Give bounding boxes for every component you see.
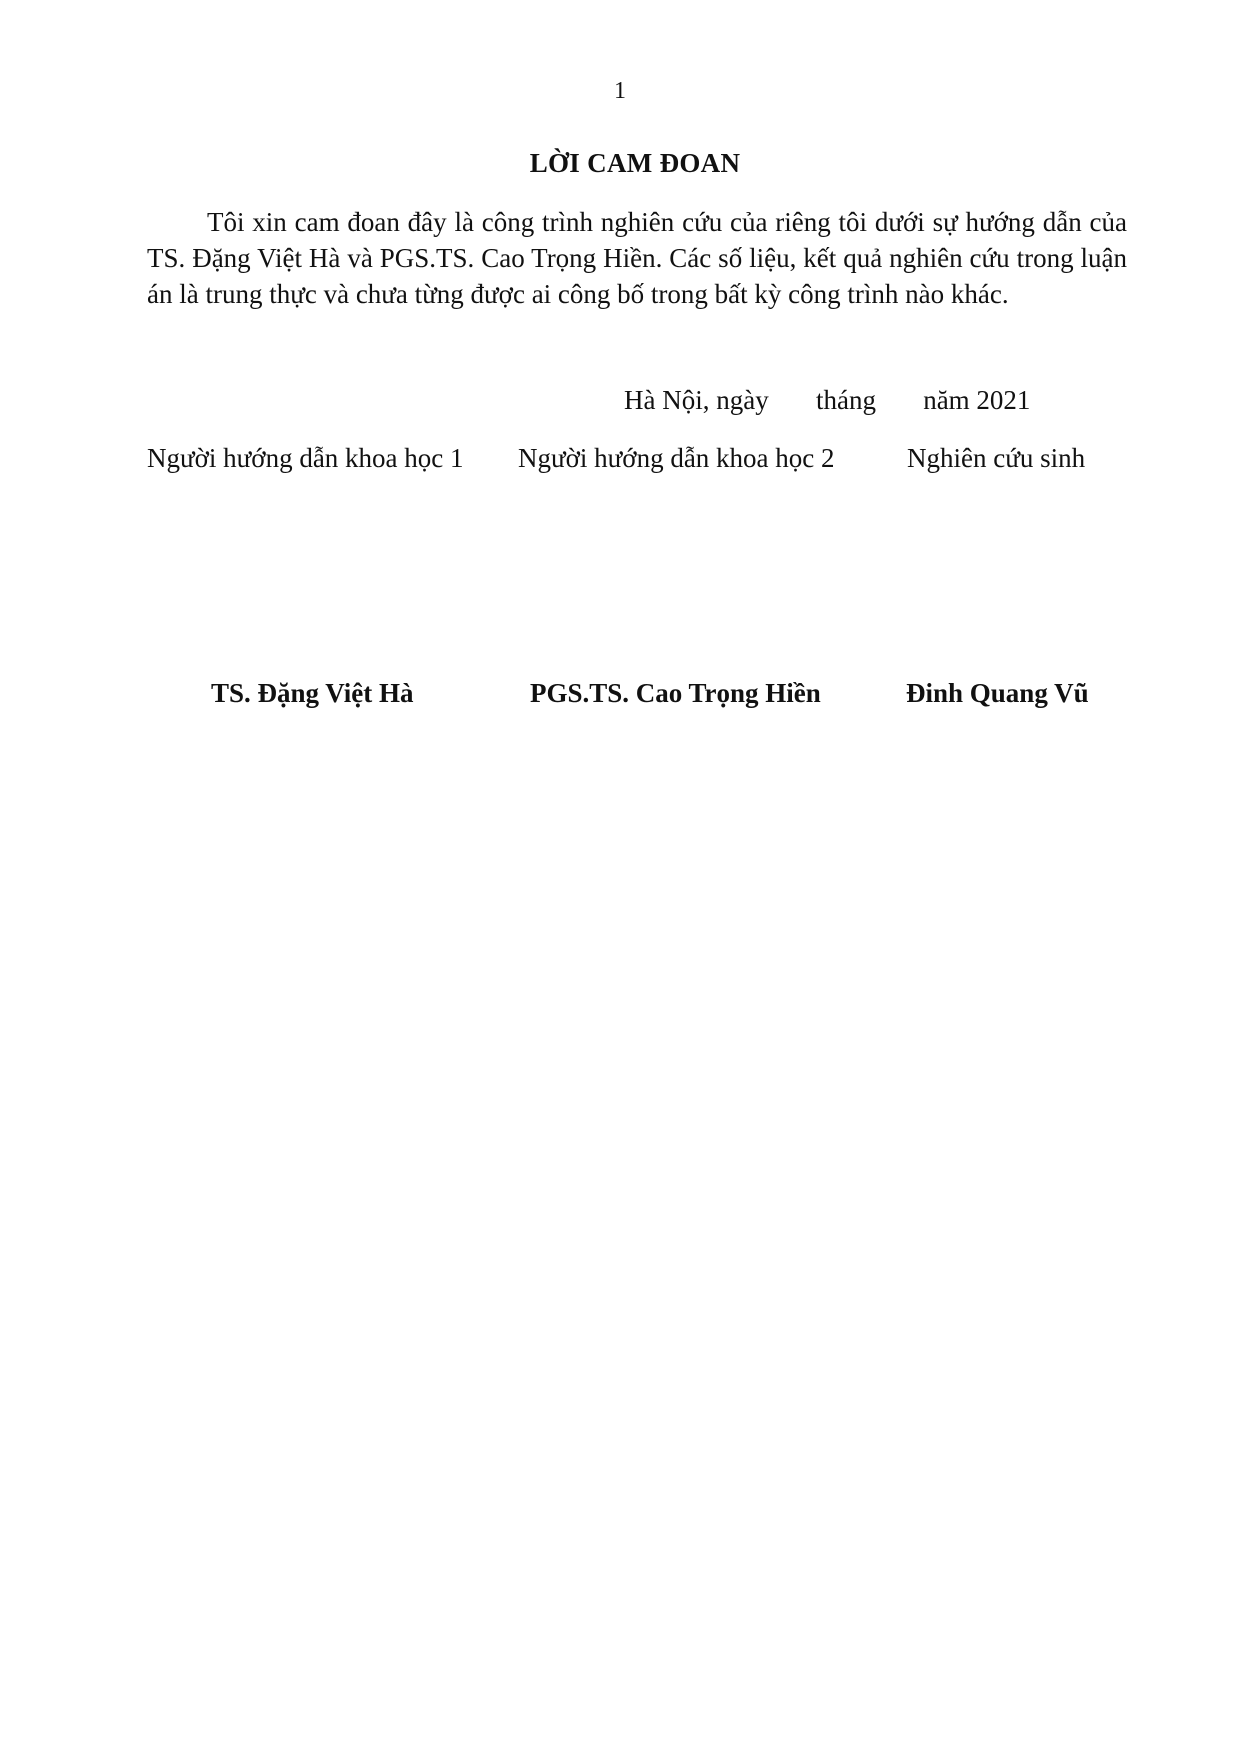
- role-advisor-1: Người hướng dẫn khoa học 1: [147, 443, 464, 473]
- signer-name-phd-candidate: Đinh Quang Vũ: [906, 678, 1089, 708]
- role-advisor-2: Người hướng dẫn khoa học 2: [518, 443, 835, 473]
- signer-name-advisor-2: PGS.TS. Cao Trọng Hiền: [530, 678, 821, 708]
- page-number: 1: [614, 78, 626, 104]
- date-line: Hà Nội, ngày tháng năm 2021: [624, 385, 1031, 415]
- page-title: LỜI CAM ĐOAN: [529, 148, 741, 178]
- role-phd-candidate: Nghiên cứu sinh: [907, 443, 1086, 473]
- declaration-paragraph: Tôi xin cam đoan đây là công trình nghiên cứu của riêng tôi dưới sự hướng dẫn của TS. Đặng Việt Hà và PGS.TS. Cao Trọng Hiền. Các số liệu, kết quả nghiên cứu trong luận án là trung thực và chưa từng được ai công bố trong bất kỳ công trình nào khác.: [147, 207, 1127, 309]
- signer-name-advisor-1: TS. Đặng Việt Hà: [211, 678, 414, 708]
